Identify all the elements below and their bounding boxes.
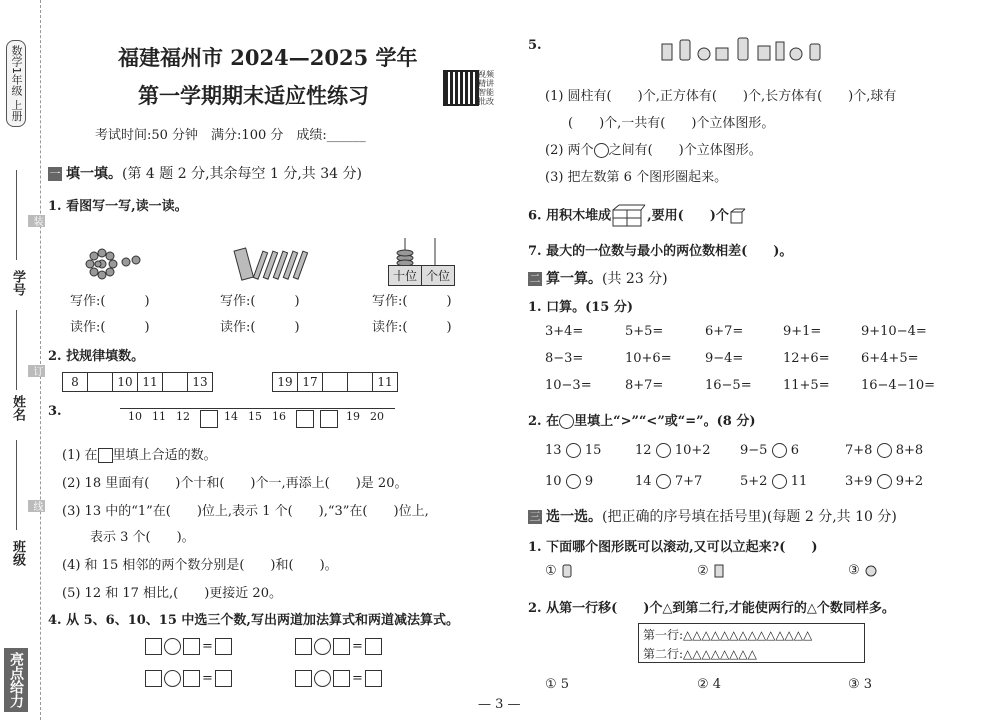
circle[interactable] (164, 638, 181, 655)
oral-item[interactable]: 8−3= (545, 351, 584, 366)
compare-item: 3+9 9+2 (845, 474, 924, 489)
section-title: 填一填。 (66, 166, 122, 182)
section-title: 选一选。 (546, 509, 602, 525)
oral-item[interactable]: 6+7= (705, 324, 744, 339)
solid-shapes-row (660, 36, 830, 64)
oral-item[interactable]: 8+7= (625, 378, 664, 393)
box[interactable] (215, 638, 232, 655)
oral-item[interactable]: 3+4= (545, 324, 584, 339)
section-note: (共 23 分) (602, 271, 668, 287)
sticks-bundle-picture (230, 245, 310, 283)
q3-number: 3. (48, 404, 62, 419)
q6-text-a: 6. 用积木堆成 (528, 208, 612, 224)
circle[interactable] (314, 670, 331, 687)
compare-item: 9−5 6 (740, 443, 799, 458)
box[interactable] (333, 670, 350, 687)
compare-circle[interactable] (566, 443, 581, 458)
tens-label: 十位 (389, 266, 422, 285)
tick-label: 11 (152, 410, 166, 423)
compare-circle[interactable] (566, 474, 581, 489)
compare-circle[interactable] (772, 443, 787, 458)
oral-grid (545, 324, 951, 393)
equals: = (352, 671, 363, 686)
spine-line (16, 310, 17, 390)
number-line (120, 408, 395, 409)
q3-sub1-text: (1) 在 (62, 448, 98, 463)
q5-sub3: (3) 把左数第 6 个图形圈起来。 (545, 170, 728, 185)
oral-item[interactable]: 16−4−10= (861, 378, 936, 393)
circle-symbol (594, 143, 609, 158)
page-number: — 3 — (478, 697, 521, 712)
read-blank-1[interactable]: 读作:( ) (70, 320, 150, 335)
section-title: 算一算。 (546, 271, 602, 287)
oral-item[interactable]: 12+6= (783, 351, 830, 366)
title-line-2: 第一学期期末适应性练习 (138, 83, 369, 108)
write-blank-3[interactable]: 写作:( ) (372, 294, 452, 309)
choice-1-opt-b[interactable]: ② (697, 563, 725, 579)
place-value-table (388, 265, 455, 286)
q3-sub2: (2) 18 里面有( )个十和( )个一,再添上( )是 20。 (62, 476, 408, 491)
box[interactable] (365, 638, 382, 655)
choice-1-opt-a[interactable]: ① (545, 563, 573, 579)
cell: 10 (113, 373, 138, 391)
choice-2-opt-c[interactable]: ③ 3 (848, 677, 873, 692)
tick-label: 14 (224, 410, 238, 423)
counters-picture (80, 248, 150, 282)
section-3-heading (528, 506, 897, 526)
box[interactable] (145, 638, 162, 655)
box[interactable] (333, 638, 350, 655)
pattern-row-1 (62, 372, 213, 392)
oral-item[interactable]: 5+5= (625, 324, 664, 339)
brand-logo: 亮点给力 (4, 648, 28, 712)
section-1-heading (48, 163, 362, 183)
compare-circle[interactable] (772, 474, 787, 489)
q3-sub3b: 表示 3 个( )。 (90, 530, 195, 545)
cube-icon (729, 208, 747, 224)
field-class-label: 班级 (10, 540, 25, 566)
compare-item: 7+8 8+8 (845, 443, 924, 458)
q1-text: 1. 看图写一写,读一读。 (48, 199, 188, 214)
ones-label: 个位 (422, 266, 454, 285)
compare-circle[interactable] (656, 443, 671, 458)
oral-item[interactable]: 9+1= (783, 324, 822, 339)
oral-item[interactable]: 9+10−4= (861, 324, 927, 339)
triangle-row-1: 第一行:△△△△△△△△△△△△△△ (643, 628, 813, 642)
q5-sub2 (545, 139, 762, 158)
box[interactable] (365, 670, 382, 687)
compare-circle[interactable] (877, 443, 892, 458)
cell: 11 (138, 373, 163, 391)
oral-item[interactable]: 16−5= (705, 378, 752, 393)
q6-text-b: ,要用( )个 (647, 208, 729, 224)
triangle-row-2: 第二行:△△△△△△△△ (643, 647, 757, 661)
field-id-label: 学号 (10, 270, 25, 296)
title-line-1: 福建福州市 2024—2025 学年 (118, 45, 418, 70)
compare-item: 13 15 (545, 443, 602, 458)
oral-item[interactable]: 10−3= (545, 378, 592, 393)
exam-info: 考试时间:50 分钟 满分:100 分 成绩:______ (95, 128, 366, 143)
triangle-rows-box (638, 623, 865, 663)
tick-label: 20 (370, 410, 384, 423)
choice-2-opt-a[interactable]: ① 5 (545, 677, 570, 692)
equation-template[interactable] (145, 638, 232, 655)
section-number: 一 (49, 167, 61, 180)
q5-sub2-text: (2) 两个 (545, 143, 594, 158)
q2-text: 2. 找规律填数。 (48, 349, 145, 364)
q4-text: 4. 从 5、6、10、15 中选三个数,写出两道加法算式和两道减法算式。 (48, 613, 459, 628)
grade-tag: 数学1年级 上册 (6, 40, 26, 127)
q3-sub1-text-b: 里填上合适的数。 (112, 448, 217, 463)
compare-item: 12 10+2 (635, 443, 711, 458)
oral-item[interactable]: 10+6= (625, 351, 672, 366)
circle-symbol (559, 414, 574, 429)
qr-code-icon[interactable] (443, 70, 479, 106)
cuboid-icon (713, 563, 725, 579)
compare-circle[interactable] (656, 474, 671, 489)
oral-item[interactable]: 6+4+5= (861, 351, 919, 366)
equals: = (202, 671, 213, 686)
spine-line (16, 170, 17, 260)
box[interactable] (145, 670, 162, 687)
oral-item[interactable]: 11+5= (783, 378, 830, 393)
q3-sub5: (5) 12 和 17 相比,( )更接近 20。 (62, 586, 282, 601)
section-number: 三 (529, 510, 541, 523)
compare-item: 14 7+7 (635, 474, 703, 489)
section-note: (把正确的序号填在括号里)(每题 2 分,共 10 分) (602, 509, 897, 525)
sphere-icon (864, 564, 878, 578)
tick-label: 12 (176, 410, 190, 423)
compare-text-a: 2. 在 (528, 414, 560, 429)
cell-blank[interactable] (348, 373, 373, 391)
section-note: (第 4 题 2 分,其余每空 1 分,共 34 分) (122, 166, 362, 182)
q5-sub1b: ( )个,一共有( )个立体图形。 (568, 116, 775, 131)
box[interactable] (183, 670, 200, 687)
choice-2-text: 2. 从第一行移( )个△到第二行,才能使两行的△个数同样多。 (528, 601, 895, 616)
qr-label: 视频精讲智能批改 (478, 70, 494, 106)
equation-template[interactable] (145, 670, 232, 687)
q7: 7. 最大的一位数与最小的两位数相差( )。 (528, 244, 793, 259)
q3-sub1 (62, 444, 217, 463)
q6 (528, 204, 747, 228)
circle[interactable] (314, 638, 331, 655)
compare-grid (545, 443, 955, 489)
tick-label: 19 (346, 410, 360, 423)
q3-sub4: (4) 和 15 相邻的两个数分别是( )和( )。 (62, 558, 338, 573)
section-2-heading (528, 268, 668, 288)
cell: 8 (63, 373, 88, 391)
oral-item[interactable]: 9−4= (705, 351, 744, 366)
compare-text (528, 410, 756, 429)
field-name-label: 姓名 (10, 395, 25, 421)
choice-1-opt-c[interactable]: ③ (848, 563, 878, 578)
cube-stack-icon (611, 204, 647, 228)
pattern-row-2 (272, 372, 398, 392)
circle[interactable] (164, 670, 181, 687)
write-blank-1[interactable]: 写作:( ) (70, 294, 150, 309)
box[interactable] (215, 670, 232, 687)
box[interactable] (295, 670, 312, 687)
binding-spine (0, 0, 41, 720)
equals: = (202, 639, 213, 654)
cut-mark: 线 (28, 500, 45, 512)
q3-sub3: (3) 13 中的“1”在( )位上,表示 1 个( ),“3”在( )位上, (62, 504, 429, 519)
square-symbol (98, 448, 113, 463)
section-number: 二 (529, 272, 541, 285)
tick-label: 10 (128, 410, 142, 423)
q5-sub1: (1) 圆柱有( )个,正方体有( )个,长方体有( )个,球有 (545, 89, 897, 104)
cell-blank[interactable] (163, 373, 188, 391)
cell-blank[interactable] (88, 373, 113, 391)
read-blank-2[interactable]: 读作:( ) (220, 320, 300, 335)
number-line-blank[interactable] (200, 410, 218, 428)
tick-label: 16 (272, 410, 286, 423)
cut-mark: 订 (28, 365, 45, 377)
q5-sub2-text-b: 之间有( )个立体图形。 (608, 143, 762, 158)
equation-template[interactable] (295, 638, 382, 655)
write-blank-2[interactable]: 写作:( ) (220, 294, 300, 309)
compare-item: 5+2 11 (740, 474, 808, 489)
cell: 11 (377, 375, 393, 389)
compare-item: 10 9 (545, 474, 594, 489)
q5-number: 5. (528, 38, 542, 53)
equation-template[interactable] (295, 670, 382, 687)
number-line-blank[interactable] (320, 410, 338, 428)
cell: 17 (298, 373, 323, 391)
box[interactable] (295, 638, 312, 655)
cut-mark: 装 (28, 215, 45, 227)
cell: 13 (192, 375, 208, 389)
cylinder-icon (561, 563, 573, 579)
compare-circle[interactable] (877, 474, 892, 489)
tick-label: 15 (248, 410, 262, 423)
spine-line (16, 440, 17, 530)
compare-text-b: 里填上“>”“<”或“=”。(8 分) (574, 414, 756, 429)
read-blank-3[interactable]: 读作:( ) (372, 320, 452, 335)
choice-1-text: 1. 下面哪个图形既可以滚动,又可以立起来?( ) (528, 540, 818, 555)
number-line-blank[interactable] (296, 410, 314, 428)
equals: = (352, 639, 363, 654)
cell: 19 (273, 373, 298, 391)
box[interactable] (183, 638, 200, 655)
cell-blank[interactable] (323, 373, 348, 391)
oral-text: 1. 口算。(15 分) (528, 300, 634, 315)
choice-2-opt-b[interactable]: ② 4 (697, 677, 722, 692)
abacus-picture (390, 236, 450, 266)
